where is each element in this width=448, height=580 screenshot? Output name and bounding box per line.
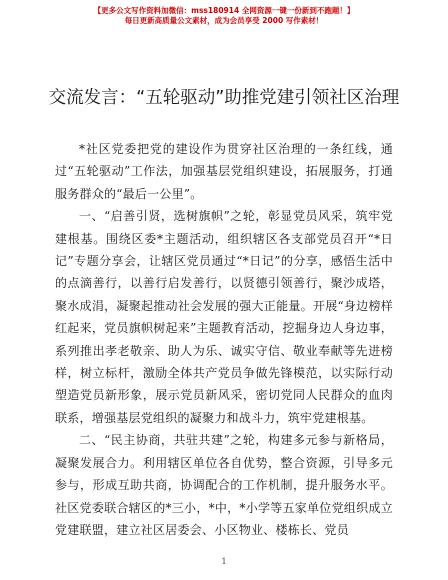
document-title: 交流发言：“五轮驱动”助推党建引领社区治理	[48, 88, 400, 108]
paragraph-section-1: 一、“启善引贤，选树旗帜”之轮，彰显党员风采，筑牢党建根基。围绕区委*主题活动，组织辖区各支部党员召开“*日记”专题分享会，让辖区党员通过“*日记”的分享，感悟生活中的点滴善行，以善行启发善行，以贤德引领善行，聚沙成塔，聚水成涓，凝聚起推动社会发展的强大正能量。开展“身边榜样红起来，党员旗帜树起来”主题教育活动，挖掘身边人身边事，系列推出孝老敬亲、助人为乐、诚实守信、敬业奉献等先进榜样，树立标杆，激励全体共产党员争做先锋模范，以实际行动塑造党员新形象，展示党员新风采，密切党同人民群众的血肉联系，增强基层党组织的凝聚力和战斗力，筑牢党建根基。	[55, 209, 393, 425]
paragraph-section-2: 二、“民主协商，共驻共建”之轮，构建多元参与新格局，凝聚发展合力。利用辖区单位各自优势，整合资源，引导多元参与，形成互助共商，协调配合的工作机制，提升服务水平。社区党委联合辖区的*三小，*中，*小学等五家单位党组织成立党建联盟，建立社区居委会、小区物业、楼栋长、党员	[55, 433, 393, 537]
paragraph-intro: *社区党委把党的建设作为贯穿社区治理的一条红线，通过“五轮驱动”工作法，加强基层党组织建设，拓展服务，打通服务群众的“最后一公里”。	[55, 142, 393, 201]
banner-line-1: 【更多公文写作资料加微信：mss180914 全网资源一键一份新到不跑题！】	[93, 6, 355, 15]
header-banner	[0, 6, 448, 26]
document-body	[55, 138, 393, 541]
banner-line-2: 每日更新高质量公文素材，成为会员享受 2000 写作素材！	[124, 16, 324, 25]
page-number: 1	[221, 557, 227, 566]
